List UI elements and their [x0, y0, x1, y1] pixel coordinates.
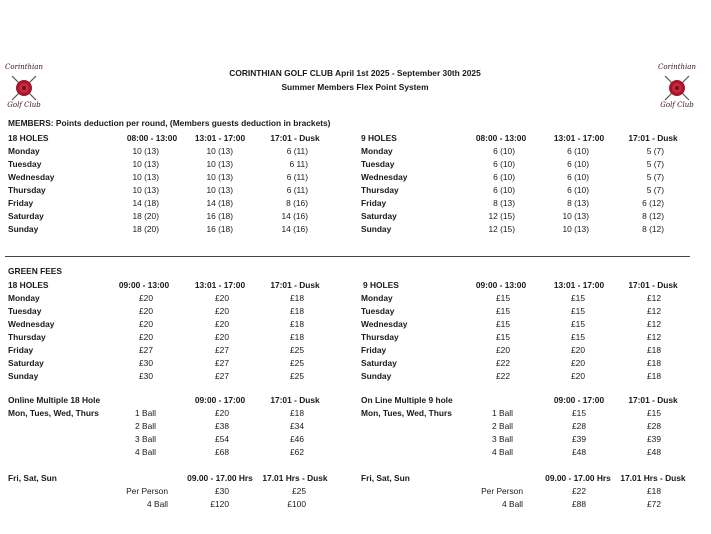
weekend-9-col-2: 17.01 Hrs - Dusk: [620, 473, 686, 483]
day-label: Tuesday: [8, 159, 42, 169]
table-cell: 10 (13): [206, 146, 233, 156]
table-cell: 10 (13): [206, 172, 233, 182]
table-cell: £27: [215, 345, 229, 355]
green-fees-heading: GREEN FEES: [8, 266, 62, 276]
table-cell: 6 (11): [286, 185, 308, 195]
table-cell: £25: [290, 358, 304, 368]
table-cell: 10 (13): [132, 172, 159, 182]
members-18-col-3: 17:01 - Dusk: [270, 133, 320, 143]
table-cell: £15: [496, 293, 510, 303]
day-label: Monday: [8, 293, 40, 303]
green-fees-9-col-2: 13:01 - 17:00: [553, 280, 605, 290]
table-cell: £120: [210, 499, 229, 509]
members-9-col-2: 13:01 - 17:00: [553, 133, 605, 143]
online-9-days: Mon, Tues, Wed, Thurs: [361, 408, 452, 418]
green-fees-18-label: 18 HOLES: [8, 280, 49, 290]
club-logo-left: [4, 64, 44, 108]
day-label: Monday: [361, 146, 393, 156]
day-label: Saturday: [8, 211, 44, 221]
table-cell: 6 (10): [493, 159, 515, 169]
table-cell: 6 (12): [642, 198, 664, 208]
table-cell: £39: [572, 434, 586, 444]
online-18-col-2: 17:01 - Dusk: [270, 395, 320, 405]
table-cell: £62: [290, 447, 304, 457]
table-cell: 6 (10): [567, 146, 589, 156]
table-cell: £20: [139, 319, 153, 329]
table-cell: 6 (10): [493, 146, 515, 156]
table-cell: 6 (10): [567, 172, 589, 182]
table-cell: £12: [647, 293, 661, 303]
table-cell: £100: [287, 499, 306, 509]
green-fees-18-col-3: 17:01 - Dusk: [270, 280, 320, 290]
table-cell: £18: [290, 319, 304, 329]
day-label: Sunday: [361, 371, 392, 381]
table-cell: £28: [572, 421, 586, 431]
table-cell: £15: [571, 319, 585, 329]
members-18-label: 18 HOLES: [8, 133, 49, 143]
table-cell: 8 (13): [493, 198, 515, 208]
table-cell: £20: [215, 408, 229, 418]
table-cell: £12: [647, 319, 661, 329]
table-cell: £15: [572, 408, 586, 418]
table-cell: £39: [647, 434, 661, 444]
row-label: 2 Ball: [492, 421, 513, 431]
table-cell: £15: [647, 408, 661, 418]
rose-crest-icon: [4, 72, 44, 102]
day-label: Thursday: [361, 185, 399, 195]
table-cell: £20: [215, 306, 229, 316]
table-cell: £18: [290, 306, 304, 316]
table-cell: £27: [215, 371, 229, 381]
table-cell: £28: [647, 421, 661, 431]
table-cell: 10 (13): [206, 185, 233, 195]
online-18-col-1: 09:00 - 17:00: [194, 395, 246, 405]
table-cell: 5 (7): [646, 159, 664, 169]
table-cell: 5 (7): [646, 185, 664, 195]
table-cell: £54: [215, 434, 229, 444]
table-cell: £15: [496, 332, 510, 342]
day-label: Saturday: [8, 358, 44, 368]
table-cell: 6 (11): [286, 146, 308, 156]
row-label: 4 Ball: [492, 447, 513, 457]
row-label: 4 Ball: [135, 447, 156, 457]
day-label: Saturday: [361, 358, 397, 368]
table-cell: 5 (7): [646, 146, 664, 156]
table-cell: £15: [571, 306, 585, 316]
table-cell: £12: [647, 306, 661, 316]
table-cell: 6 11): [289, 159, 308, 169]
logo-text-line2: Golf Club: [7, 101, 41, 109]
table-cell: £20: [571, 358, 585, 368]
table-cell: 8 (13): [567, 198, 589, 208]
table-cell: £68: [215, 447, 229, 457]
weekend-9-days: Fri, Sat, Sun: [361, 473, 410, 483]
green-fees-18-col-1: 09:00 - 13:00: [118, 280, 170, 290]
table-cell: 14 (16): [281, 224, 308, 234]
day-label: Tuesday: [8, 306, 42, 316]
row-label: 1 Ball: [135, 408, 156, 418]
day-label: Friday: [8, 198, 34, 208]
table-cell: £20: [139, 293, 153, 303]
club-logo-right: [657, 64, 697, 108]
day-label: Tuesday: [361, 306, 395, 316]
table-cell: 18 (20): [132, 211, 159, 221]
day-label: Saturday: [361, 211, 397, 221]
table-cell: £18: [647, 486, 661, 496]
table-cell: £30: [215, 486, 229, 496]
table-cell: 10 (13): [132, 146, 159, 156]
table-cell: £20: [139, 332, 153, 342]
table-cell: 10 (13): [132, 159, 159, 169]
row-label: Per Person: [481, 486, 523, 496]
green-fees-18-col-2: 13:01 - 17:00: [194, 280, 246, 290]
table-cell: £46: [290, 434, 304, 444]
table-cell: 12 (15): [488, 211, 515, 221]
day-label: Friday: [361, 198, 387, 208]
day-label: Sunday: [361, 224, 392, 234]
table-cell: 6 (11): [286, 172, 308, 182]
table-cell: 6 (10): [493, 172, 515, 182]
row-label: 3 Ball: [492, 434, 513, 444]
row-label: Per Person: [126, 486, 168, 496]
table-cell: 6 (10): [567, 185, 589, 195]
day-label: Thursday: [8, 332, 46, 342]
table-cell: £20: [139, 306, 153, 316]
day-label: Friday: [8, 345, 34, 355]
members-18-col-1: 08:00 - 13:00: [126, 133, 178, 143]
row-label: 4 Ball: [147, 499, 168, 509]
members-9-col-1: 08:00 - 13:00: [475, 133, 527, 143]
table-cell: £38: [215, 421, 229, 431]
table-cell: £48: [647, 447, 661, 457]
green-fees-9-label: 9 HOLES: [363, 280, 399, 290]
table-cell: £30: [139, 371, 153, 381]
table-cell: £22: [572, 486, 586, 496]
table-cell: 8 (16): [286, 198, 308, 208]
section-divider: [5, 256, 690, 257]
table-cell: £18: [647, 371, 661, 381]
table-cell: 8 (12): [642, 224, 664, 234]
page-title: CORINTHIAN GOLF CLUB April 1st 2025 - September 30th 2025: [229, 68, 481, 78]
table-cell: £48: [572, 447, 586, 457]
row-label: 2 Ball: [135, 421, 156, 431]
day-label: Monday: [361, 293, 393, 303]
table-cell: £12: [647, 332, 661, 342]
table-cell: £18: [290, 408, 304, 418]
online-9-title: On Line Multiple 9 hole: [361, 395, 453, 405]
table-cell: £72: [647, 499, 661, 509]
row-label: 3 Ball: [135, 434, 156, 444]
row-label: 1 Ball: [492, 408, 513, 418]
table-cell: £15: [496, 319, 510, 329]
day-label: Wednesday: [361, 172, 408, 182]
table-cell: £22: [496, 358, 510, 368]
table-cell: £25: [290, 345, 304, 355]
table-cell: £34: [290, 421, 304, 431]
table-cell: £22: [496, 371, 510, 381]
table-cell: £20: [215, 293, 229, 303]
weekend-9-col-1: 09.00 - 17.00 Hrs: [545, 473, 611, 483]
online-18-title: Online Multiple 18 Hole: [8, 395, 101, 405]
table-cell: £20: [571, 345, 585, 355]
rose-crest-icon: [657, 72, 697, 102]
table-cell: £18: [290, 332, 304, 342]
table-cell: £20: [496, 345, 510, 355]
table-cell: 14 (18): [206, 198, 233, 208]
table-cell: £20: [215, 319, 229, 329]
day-label: Tuesday: [361, 159, 395, 169]
table-cell: £25: [292, 486, 306, 496]
table-cell: £27: [139, 345, 153, 355]
table-cell: £15: [571, 332, 585, 342]
online-9-col-1: 09:00 - 17:00: [553, 395, 605, 405]
day-label: Thursday: [361, 332, 399, 342]
table-cell: £18: [647, 358, 661, 368]
table-cell: £20: [215, 332, 229, 342]
page-subtitle: Summer Members Flex Point System: [281, 82, 429, 92]
members-heading: MEMBERS: Points deduction per round, (Members guests deduction in brackets): [8, 118, 331, 128]
table-cell: 10 (13): [562, 224, 589, 234]
logo-text-line2: Golf Club: [660, 101, 694, 109]
day-label: Sunday: [8, 224, 39, 234]
table-cell: £30: [139, 358, 153, 368]
table-cell: 8 (12): [642, 211, 664, 221]
table-cell: £18: [647, 345, 661, 355]
table-cell: £15: [571, 293, 585, 303]
logo-text-line1: Corinthian: [5, 63, 43, 71]
table-cell: £27: [215, 358, 229, 368]
day-label: Friday: [361, 345, 387, 355]
day-label: Wednesday: [361, 319, 408, 329]
table-cell: £88: [572, 499, 586, 509]
table-cell: 5 (7): [646, 172, 664, 182]
members-9-col-3: 17:01 - Dusk: [628, 133, 678, 143]
table-cell: 16 (18): [206, 224, 233, 234]
table-cell: 6 (10): [567, 159, 589, 169]
table-cell: 10 (13): [206, 159, 233, 169]
table-cell: 14 (18): [132, 198, 159, 208]
day-label: Wednesday: [8, 319, 55, 329]
table-cell: 16 (18): [206, 211, 233, 221]
day-label: Monday: [8, 146, 40, 156]
table-cell: £18: [290, 293, 304, 303]
table-cell: £15: [496, 306, 510, 316]
day-label: Sunday: [8, 371, 39, 381]
table-cell: 12 (15): [488, 224, 515, 234]
green-fees-9-col-1: 09:00 - 13:00: [475, 280, 527, 290]
table-cell: 6 (10): [493, 185, 515, 195]
table-cell: 10 (13): [562, 211, 589, 221]
green-fees-9-col-3: 17:01 - Dusk: [628, 280, 678, 290]
weekend-18-col-1: 09.00 - 17.00 Hrs: [187, 473, 253, 483]
logo-text-line1: Corinthian: [658, 63, 696, 71]
table-cell: 10 (13): [132, 185, 159, 195]
weekend-18-days: Fri, Sat, Sun: [8, 473, 57, 483]
row-label: 4 Ball: [502, 499, 523, 509]
table-cell: 18 (20): [132, 224, 159, 234]
day-label: Thursday: [8, 185, 46, 195]
table-cell: 14 (16): [281, 211, 308, 221]
online-9-col-2: 17:01 - Dusk: [628, 395, 678, 405]
weekend-18-col-2: 17.01 Hrs - Dusk: [262, 473, 328, 483]
day-label: Wednesday: [8, 172, 55, 182]
online-18-days: Mon, Tues, Wed, Thurs: [8, 408, 99, 418]
table-cell: £25: [290, 371, 304, 381]
table-cell: £20: [571, 371, 585, 381]
members-18-col-2: 13:01 - 17:00: [194, 133, 246, 143]
members-9-label: 9 HOLES: [361, 133, 397, 143]
